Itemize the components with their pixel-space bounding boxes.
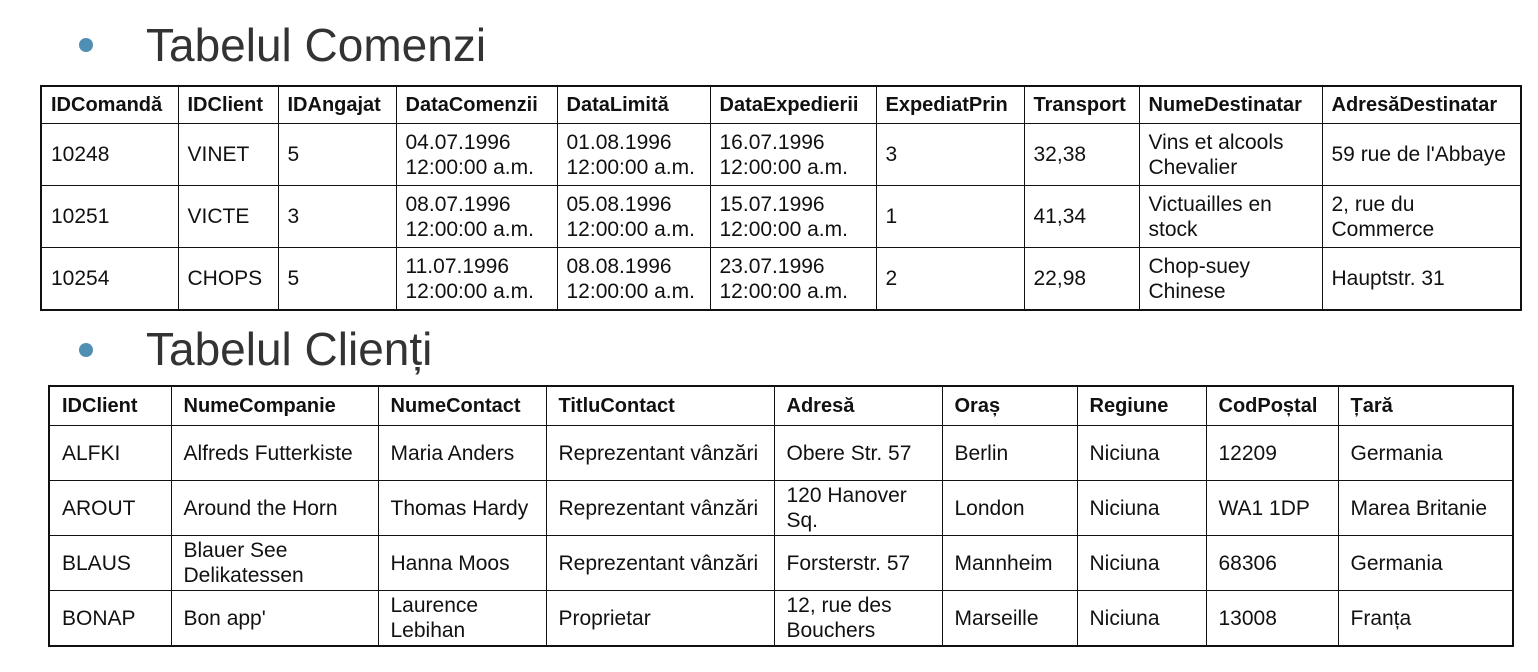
table-cell: 2: [876, 248, 1024, 311]
table-cell: Forsterstr. 57: [774, 536, 942, 591]
table-row: [49, 591, 1513, 647]
table-row: [41, 124, 1521, 186]
table-cell: 5: [278, 124, 396, 186]
table-cell: AROUT: [49, 481, 171, 536]
table-cell: Reprezentant vânzări: [546, 536, 774, 591]
table-cell: 22,98: [1024, 248, 1139, 311]
column-header: NumeDestinatar: [1139, 86, 1322, 124]
table-cell: Laurence Lebihan: [378, 591, 546, 647]
table-comenzi: [40, 85, 1522, 311]
table-cell: 10254: [41, 248, 178, 311]
table-row: [41, 186, 1521, 248]
table-cell: Obere Str. 57: [774, 426, 942, 481]
table-header-row: [41, 86, 1521, 124]
table-header-row: [49, 386, 1513, 426]
table-cell: 68306: [1206, 536, 1338, 591]
column-header: Adresă: [774, 386, 942, 426]
table-row: [49, 536, 1513, 591]
table-cell: Reprezentant vânzări: [546, 481, 774, 536]
column-header: CodPoștal: [1206, 386, 1338, 426]
table-cell: 08.08.1996 12:00:00 a.m.: [557, 248, 710, 311]
table-cell: 16.07.1996 12:00:00 a.m.: [710, 124, 876, 186]
table-cell: 41,34: [1024, 186, 1139, 248]
table-cell: 23.07.1996 12:00:00 a.m.: [710, 248, 876, 311]
table-cell: 1: [876, 186, 1024, 248]
table-cell: Marea Britanie: [1338, 481, 1513, 536]
bullet-icon: [79, 343, 93, 357]
table-cell: Hauptstr. 31: [1322, 248, 1521, 311]
column-header: Oraș: [942, 386, 1077, 426]
column-header: DataComenzii: [396, 86, 557, 124]
table-cell: ALFKI: [49, 426, 171, 481]
table-cell: 12209: [1206, 426, 1338, 481]
column-header: IDClient: [178, 86, 278, 124]
table-cell: Chop-suey Chinese: [1139, 248, 1322, 311]
column-header: ExpediatPrin: [876, 86, 1024, 124]
table-cell: Proprietar: [546, 591, 774, 647]
column-header: DataExpedierii: [710, 86, 876, 124]
table-cell: Berlin: [942, 426, 1077, 481]
table-cell: 2, rue du Commerce: [1322, 186, 1521, 248]
table-cell: Maria Anders: [378, 426, 546, 481]
column-header: Regiune: [1077, 386, 1206, 426]
table-cell: London: [942, 481, 1077, 536]
table-cell: WA1 1DP: [1206, 481, 1338, 536]
table-cell: Hanna Moos: [378, 536, 546, 591]
table-cell: Mannheim: [942, 536, 1077, 591]
table-cell: CHOPS: [178, 248, 278, 311]
table-cell: Victuailles en stock: [1139, 186, 1322, 248]
table-cell: 11.07.1996 12:00:00 a.m.: [396, 248, 557, 311]
column-header: IDAngajat: [278, 86, 396, 124]
table-row: [49, 481, 1513, 536]
table-cell: VICTE: [178, 186, 278, 248]
bullet-icon: [79, 38, 93, 52]
table-cell: Niciuna: [1077, 481, 1206, 536]
table-cell: Niciuna: [1077, 536, 1206, 591]
column-header: NumeContact: [378, 386, 546, 426]
table-cell: 13008: [1206, 591, 1338, 647]
table-cell: Germania: [1338, 426, 1513, 481]
heading-comenzi: Tabelul Comenzi: [146, 19, 487, 71]
column-header: TitluContact: [546, 386, 774, 426]
table-cell: VINET: [178, 124, 278, 186]
table-cell: Reprezentant vânzări: [546, 426, 774, 481]
table-cell: 120 Hanover Sq.: [774, 481, 942, 536]
table-cell: Niciuna: [1077, 426, 1206, 481]
table-cell: Vins et alcools Chevalier: [1139, 124, 1322, 186]
table-cell: 3: [876, 124, 1024, 186]
column-header: DataLimită: [557, 86, 710, 124]
table-cell: 04.07.1996 12:00:00 a.m.: [396, 124, 557, 186]
table-cell: Bon app': [171, 591, 378, 647]
table-clienti: [48, 385, 1514, 647]
table-cell: Germania: [1338, 536, 1513, 591]
table-cell: 5: [278, 248, 396, 311]
table-cell: BLAUS: [49, 536, 171, 591]
table-row: [41, 248, 1521, 311]
table-row: [49, 426, 1513, 481]
table-cell: 10248: [41, 124, 178, 186]
heading-clienti: Tabelul Clienți: [146, 323, 433, 375]
column-header: Transport: [1024, 86, 1139, 124]
table-cell: 08.07.1996 12:00:00 a.m.: [396, 186, 557, 248]
column-header: Țară: [1338, 386, 1513, 426]
table-cell: Franța: [1338, 591, 1513, 647]
table-cell: 3: [278, 186, 396, 248]
column-header: AdresăDestinatar: [1322, 86, 1521, 124]
table-cell: 05.08.1996 12:00:00 a.m.: [557, 186, 710, 248]
table-cell: 15.07.1996 12:00:00 a.m.: [710, 186, 876, 248]
table-cell: Around the Horn: [171, 481, 378, 536]
table-cell: 01.08.1996 12:00:00 a.m.: [557, 124, 710, 186]
table-cell: Blauer See Delikatessen: [171, 536, 378, 591]
table-cell: Alfreds Futterkiste: [171, 426, 378, 481]
column-header: IDClient: [49, 386, 171, 426]
table-cell: Marseille: [942, 591, 1077, 647]
table-cell: 12, rue des Bouchers: [774, 591, 942, 647]
table-cell: 32,38: [1024, 124, 1139, 186]
column-header: IDComandă: [41, 86, 178, 124]
table-cell: Niciuna: [1077, 591, 1206, 647]
table-cell: 10251: [41, 186, 178, 248]
table-cell: Thomas Hardy: [378, 481, 546, 536]
table-cell: 59 rue de l'Abbaye: [1322, 124, 1521, 186]
column-header: NumeCompanie: [171, 386, 378, 426]
table-cell: BONAP: [49, 591, 171, 647]
